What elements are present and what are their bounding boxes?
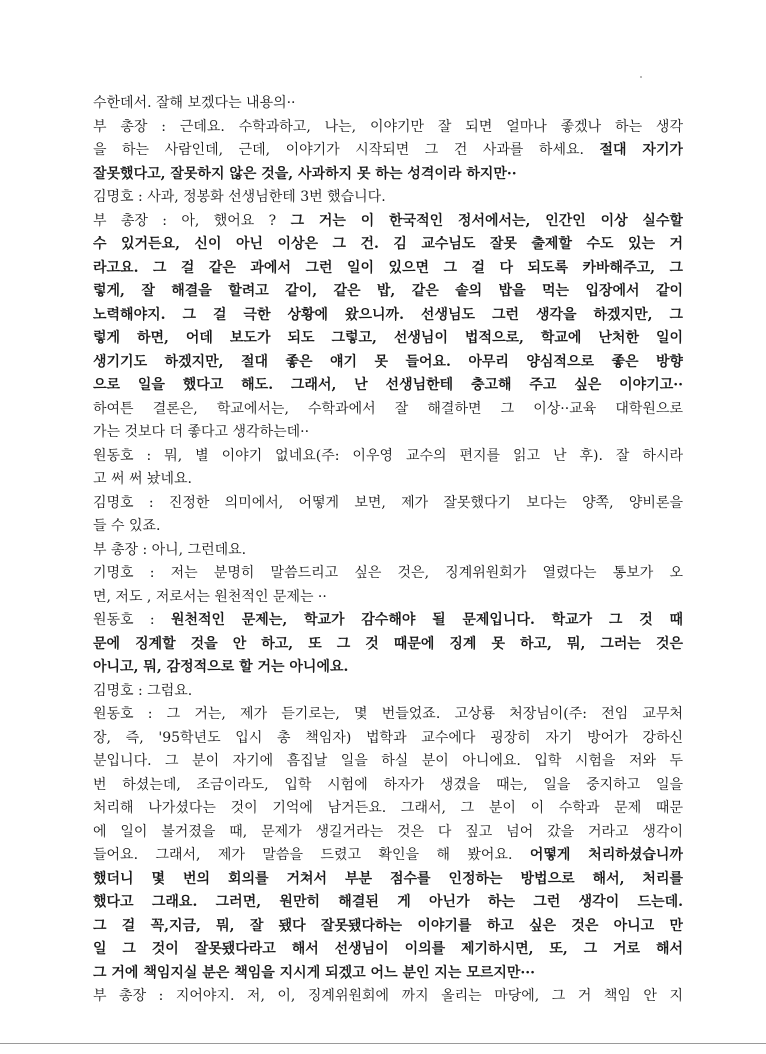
text-segment: 원동호 : — [93, 612, 171, 628]
text-line — [93, 633, 683, 657]
text-segment: 부 총장 : 아, 했어요 ? — [93, 212, 291, 229]
text-line — [93, 680, 683, 704]
bold-text-segment: 으로 일을 했다고 해도. 그래서, 난 선생님한테 충고해 주고 싶은 이야기고·· — [93, 377, 683, 393]
text-segment: 처리해 나가셨다는 것이 기억에 남거든요. 그래서, 그 분이 이 수학과 문제 때문 — [93, 800, 683, 816]
bold-text-segment: 아니고, 뭐, 감정적으로 할 거는 아니에요. — [93, 659, 349, 675]
text-segment: 김명호 : 그럼요. — [93, 682, 193, 699]
text-line — [93, 257, 683, 281]
text-line — [93, 586, 683, 610]
text-segment: 부 총장 : 아니, 그런데요. — [93, 541, 247, 558]
text-segment: 고 써 써 놨네요. — [93, 471, 192, 487]
bold-text-segment: 수 있거든요, 신이 아닌 이상은 그 건. 김 교수님도 잘못 출제할 수도 있는 거 — [93, 236, 683, 252]
bold-text-segment: 렇게, 잘 해결을 할려고 같이, 같은 밥, 같은 솥의 밥을 먹는 입장에서 같이 — [93, 283, 683, 299]
bold-text-segment: 잘못했다고, 잘못하지 않은 것을, 사과하지 못 하는 성격이라 하지만·· — [93, 165, 517, 182]
text-segment: 면, 저도 , 저로서는 원천적인 문제는 ·· — [93, 588, 327, 605]
text-line — [93, 539, 683, 563]
text-segment: 가는 것보다 더 좋다고 생각하는데·· — [93, 424, 310, 440]
bold-text-segment: 그 거에 책임지실 분은 책임을 지시게 되겠고 어느 분인 지는 모르지만··· — [93, 964, 536, 981]
scan-edge-line — [0, 1043, 766, 1044]
bold-text-segment: 라고요. 그 걸 같은 과에서 그런 일이 있으면 그 걸 다 되도록 카바해주고, 그 — [93, 259, 683, 276]
text-segment: 에 일이 불거졌을 때, 문제가 생길거라는 것은 다 짚고 넘어 갔을 거라고 생각이 — [93, 823, 683, 840]
text-segment: 하여튼 결론은, 학교에서는, 수학과에서 잘 해결하면 그 이상··교육 대학원으로 — [93, 400, 683, 417]
document-page — [93, 92, 683, 1009]
text-line — [93, 562, 683, 586]
text-line — [93, 985, 683, 1009]
text-line — [93, 163, 683, 187]
text-line — [93, 233, 683, 257]
text-line — [93, 445, 683, 469]
text-segment: 기명호 : 저는 분명히 말씀드리고 싶은 것은, 징계위원회가 열렸다는 통보가 오 — [93, 565, 683, 581]
text-segment: 김명호 : 사과, 정봉화 선생님한테 3번 했습니다. — [93, 189, 386, 205]
text-line — [93, 515, 683, 539]
text-line — [93, 327, 683, 351]
text-line — [93, 891, 683, 915]
scan-dot — [640, 76, 642, 78]
text-line — [93, 938, 683, 962]
text-segment: 원동호 : 그 거는, 제가 듣기로는, 몇 번들었죠. 고상룡 처장님이(주: 전임 교무처 — [93, 706, 683, 722]
text-line — [93, 962, 683, 986]
text-line — [93, 868, 683, 892]
text-line — [93, 821, 683, 845]
text-line — [93, 139, 683, 163]
text-segment: 번 하셨는데, 조금이라도, 입학 시험에 하자가 생겼을 때는, 일을 중지하고 일을 — [93, 776, 683, 793]
text-line — [93, 280, 683, 304]
text-line — [93, 492, 683, 516]
text-line — [93, 186, 683, 210]
text-segment: 원동호 : 뭐, 별 이야기 없네요(주: 이우영 교수의 편지를 읽고 난 후). 잘 하시라 — [93, 447, 683, 464]
bold-text-segment: 했다고 그래요. 그러면, 원만히 해결된 게 아닌가 하는 그런 생각이 드는데. — [93, 894, 683, 910]
text-segment: 수한데서. 잘해 보겠다는 내용의·· — [93, 95, 296, 111]
text-line — [93, 774, 683, 798]
text-line — [93, 116, 683, 140]
text-line — [93, 727, 683, 751]
bold-text-segment: 어떻게 처리하셨습니까 — [529, 847, 683, 863]
text-segment: 분입니다. 그 분이 자기에 흠집날 일을 하실 분이 아니에요. 입학 시험을 저와 두 — [93, 753, 683, 769]
text-line — [93, 398, 683, 422]
bold-text-segment: 노력해야지. 그 걸 극한 상황에 왔으니까. 선생님도 그런 생각을 하겠지만, 그 — [93, 306, 683, 323]
text-line — [93, 210, 683, 234]
bold-text-segment: 일 그 것이 잘못됐다라고 해서 선생님이 이의를 제기하시면, 또, 그 거로 해서 — [93, 941, 683, 957]
text-line — [93, 351, 683, 375]
text-line — [93, 609, 683, 633]
text-line — [93, 750, 683, 774]
text-segment: 부 총장 : 근데요. 수학과하고, 나는, 이야기만 잘 되면 얼마나 좋겠나 하는 생각 — [93, 118, 683, 135]
text-segment: 김명호 : 진정한 의미에서, 어떻게 보면, 제가 잘못했다기 보다는 양쪽, 양비론을 — [93, 494, 683, 511]
text-line — [93, 703, 683, 727]
text-line — [93, 844, 683, 868]
text-segment: 들어요. 그래서, 제가 말씀을 드렸고 확인을 해 봤어요. — [93, 847, 530, 863]
bold-text-segment: 절대 자기가 — [599, 142, 683, 158]
bold-text-segment: 그 걸 꼭,지금, 뭐, 잘 됐다 잘못됐다하는 이야기를 하고 싶은 것은 아니고 만 — [93, 917, 683, 934]
text-line — [93, 656, 683, 680]
bold-text-segment: 생기기도 하겠지만, 절대 좋은 얘기 못 들어요. 아무리 양심적으로 좋은 방향 — [93, 353, 683, 370]
text-segment: 들 수 있죠. — [93, 518, 161, 534]
text-segment: 부 총장 : 지어야지. 저, 이, 징계위원회에 까지 올리는 마당에, 그 거 책임 안 지 — [93, 988, 683, 1004]
text-line — [93, 915, 683, 939]
text-segment: 장, 즉, '95학년도 입시 총 책임자) 법학과 교수에다 굉장히 자기 방어가 강하신 — [93, 729, 683, 746]
bold-text-segment: 그 거는 이 한국적인 정서에서는, 인간인 이상 실수할 — [290, 212, 683, 229]
text-line — [93, 304, 683, 328]
text-line — [93, 92, 683, 116]
text-segment: 을 하는 사람인데, 근데, 이야기가 시작되면 그 건 사과를 하세요. — [93, 142, 600, 158]
bold-text-segment: 문에 징계할 것을 안 하고, 또 그 것 때문에 징계 못 하고, 뭐, 그러는 것은 — [93, 635, 683, 652]
bold-text-segment: 했더니 몇 번의 회의를 거쳐서 부분 점수를 인정하는 방법으로 해서, 처리를 — [93, 870, 683, 887]
bold-text-segment: 원천적인 문제는, 학교가 감수해야 될 문제입니다. 학교가 그 것 때 — [170, 612, 683, 628]
text-line — [93, 421, 683, 445]
text-line — [93, 374, 683, 398]
text-line — [93, 797, 683, 821]
text-line — [93, 468, 683, 492]
bold-text-segment: 렇게 하면, 어데 보도가 되도 그렇고, 선생님이 법적으로, 학교에 난처한 일이 — [93, 330, 683, 346]
